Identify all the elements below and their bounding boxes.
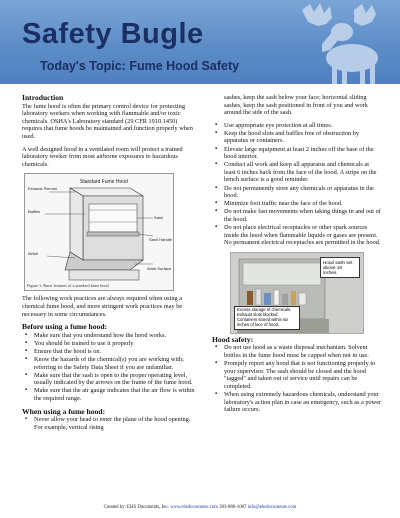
newsletter-title: Safety Bugle xyxy=(22,18,204,50)
when-heading: When using a fume hood: xyxy=(22,406,106,416)
list-item: ▪ When using extremely hazardous chemicals, understand your laboratory's action plan in case an emergency, such as a power failure occurs. xyxy=(212,391,382,414)
fume-hood-diagram xyxy=(24,173,174,291)
list-item: ▪ Do not use hood as a waste disposal mechanism. Solvent bottles in the fume hood must be capped when not in use. xyxy=(212,344,382,359)
left-column xyxy=(22,94,198,436)
moose-logo-icon xyxy=(292,0,382,84)
intro-paragraph-2: A well designed hood in a ventilated room will protect a trained laboratory worker from most airborne exposures to hazardous chemicals. xyxy=(22,145,183,168)
list-item: ▪ Do not permanently store any chemicals or apparatus in the hood. xyxy=(212,185,382,200)
list-item: ▪ Elevate large equipment at least 2 inches off the base of the hood interior. xyxy=(212,146,382,161)
photo-caption: Excess storage of chemicals. Exhaust slots blocked. Containers stored within six inches of face of hood. xyxy=(234,306,300,330)
figure-label-sash: Sash xyxy=(154,215,164,221)
figure-caption: Figure 1: Basic features of a standard fume hood xyxy=(27,282,109,288)
intro-paragraph-1: The fume hood is often the primary control device for protecting laboratory workers when working with flammable and/or toxic chemicals. OSHA's Laboratory standard (29 CFR 1910.1450) requires that fume hoods be maintained and function properly when used. xyxy=(22,102,193,140)
before-heading: Before using a fume hood: xyxy=(22,322,108,332)
list-item: ▪ Do not place electrical receptacles or other spark sources inside the hood when flammable liquids or gases are present. No permanent electrical receptacles are permitted in the hood. xyxy=(212,224,382,247)
footer-website-link[interactable]: www.ehsdocuments.com xyxy=(170,505,219,510)
list-item: ▪ Never allow your head to enter the plane of the hood opening. For example, vertical rising xyxy=(22,416,198,431)
list-item: ▪ Do not make fast movements when taking things in and out of the hood. xyxy=(212,208,382,223)
list-item: ▪ Make sure that the air gauge indicates that the air flow is within the required range. xyxy=(22,387,198,402)
list-item: ▪ Ensure that the hood is on. xyxy=(22,348,198,356)
continued-text xyxy=(212,94,382,117)
figure-label-sash-handle: Sash Handle xyxy=(149,237,172,243)
list-item: ▪ Promptly report any hood that is not functioning properly to your supervisor. The sash should be closed and the hood "tagged" and taken out of service until repairs can be completed. xyxy=(212,360,382,390)
fume-hood-photo xyxy=(230,252,364,334)
figure-label-work-surface: Work Surface xyxy=(147,266,172,272)
figure-label-airfoil: Airfoil xyxy=(28,251,39,257)
list-item: ▪ Use appropriate eye protection at all times. xyxy=(212,122,382,130)
header-banner xyxy=(0,0,400,84)
practices-paragraph: The following work practices are always required when using a chemical fume hood, and more stringent work practices may be necessary in some circumstances. xyxy=(22,295,183,318)
right-column xyxy=(212,94,382,419)
list-item: ▪ Minimize foot traffic near the face of the hood. xyxy=(212,200,382,208)
photo-sash-note: Hood sash set above 18 inches. xyxy=(320,257,360,279)
list-item: ▪ Keep the hood slots and baffles free of obstruction by apparatus or containers. xyxy=(212,130,382,145)
fume-hood-drawing xyxy=(25,174,175,292)
usage-list xyxy=(212,122,382,247)
before-list xyxy=(22,332,198,403)
intro-heading: Introduction xyxy=(22,93,64,102)
when-list xyxy=(22,416,198,431)
figure-label-exhaust: Exhaust Plenum xyxy=(28,186,58,192)
footer xyxy=(0,505,400,510)
footer-phone: 303-886-1067 xyxy=(218,505,248,510)
list-item: ▪ You should be trained to use it properly xyxy=(22,340,198,348)
figure-label-baffles: Baffles xyxy=(28,209,41,215)
list-item: ▪ Make sure that you understand how the hood works. xyxy=(22,332,198,340)
list-item: ▪ Conduct all work and keep all apparatus and chemicals at least 6 inches back from the face of the hood. A stripe on the bench surface is a good reminder. xyxy=(212,161,382,184)
list-item: ▪ Know the hazards of the chemical(s) you are working with; referring to the Safety Data Sheet if you are unfamiliar. xyxy=(22,356,198,371)
safety-heading: Hood safety: xyxy=(212,334,254,344)
safety-list xyxy=(212,344,382,413)
topic-line: Today's Topic: Fume Hood Safety xyxy=(40,59,240,73)
footer-email-link[interactable]: info@ehsdocuments.com xyxy=(247,505,297,510)
list-item: ▪ Make sure that the sash is open to the proper operating level, usually indicated by the arrows on the frame of the fume hood. xyxy=(22,372,198,387)
footer-prefix: Created by: EHS Documents, Inc. xyxy=(103,505,171,510)
list-item: sashes, keep the sash below your face; horizontal sliding sashes, keep the sash positioned in front of you and work around the side of the sash. xyxy=(224,94,368,117)
figure-title: Standard Fume Hood xyxy=(80,179,128,186)
